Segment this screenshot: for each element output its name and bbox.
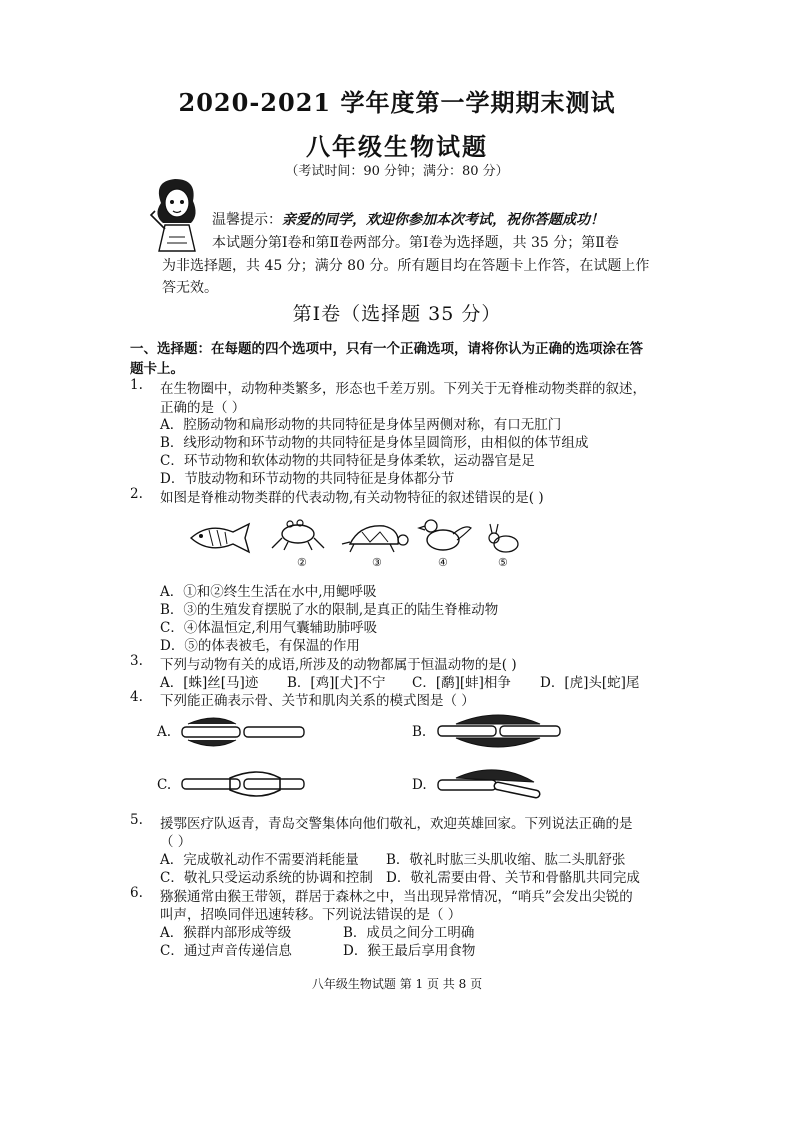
q5-option-d: D．敬礼需要由骨、关节和骨骼肌共同完成 (386, 870, 640, 886)
bird-icon (413, 514, 473, 554)
q6-option-b: B．成员之间分工明确 (343, 925, 475, 941)
q4-label-d: D. (412, 777, 427, 793)
q5-option-c: C．敬礼只受运动系统的协调和控制 (160, 870, 373, 886)
exam-subject-title: 八年级生物试题 (306, 132, 488, 161)
q4-label-c: C. (157, 777, 172, 793)
q2-option-d: D．⑤的体表被毛，有保温的作用 (160, 638, 360, 654)
q1-number: 1. (130, 377, 143, 393)
reminder-text: 亲爱的同学，欢迎你参加本次考试，祝你答题成功！ (282, 212, 604, 228)
instruction-line-1: 本试题分第Ⅰ卷和第Ⅱ卷两部分。第Ⅰ卷为选择题，共 35 分；第Ⅱ卷 (212, 235, 619, 251)
q3-stem: 下列与动物有关的成语,所涉及的动物都属于恒温动物的是( ) (160, 657, 517, 673)
q3-option-d: D．[虎]头[蛇]尾 (540, 675, 640, 691)
exam-title: 2020-2021 学年度第一学期期末测试 (178, 88, 616, 117)
q3-option-c: C．[鹬][蚌]相争 (412, 675, 511, 691)
section-title: 第Ⅰ卷（选择题 35 分） (292, 303, 502, 325)
q2-stem: 如图是脊椎动物类群的代表动物,有关动物特征的叙述错误的是( ) (160, 490, 544, 506)
animal-label-5: ⑤ (498, 556, 508, 569)
reminder-line (212, 209, 604, 229)
instruction-line-3: 答无效。 (162, 280, 218, 296)
q6-stem-line-2: 叫声，招唤同伴迅速转移。下列说法错误的是（ ） (160, 907, 462, 923)
cartoon-girl-icon (145, 175, 207, 253)
q5-option-b: B．敬礼时肱三头肌收缩、肱二头肌舒张 (386, 852, 626, 868)
q3-number: 3. (130, 653, 143, 669)
q1-option-c: C．环节动物和软体动物的共同特征是身体柔软，运动器官是足 (160, 453, 535, 469)
q2-number: 2. (130, 486, 143, 502)
bone-muscle-diagram-d (436, 760, 562, 806)
q5-number: 5. (130, 812, 143, 828)
animal-label-3: ③ (372, 556, 382, 569)
q4-label-a: A. (157, 724, 172, 740)
q3-option-a: A．[蛛]丝[马]迹 (160, 675, 259, 691)
q1-stem-line-1: 在生物圈中，动物种类繁多，形态也千差万别。下列关于无脊椎动物类群的叙述， (160, 381, 646, 397)
bone-muscle-diagram-a (180, 712, 306, 752)
q6-option-c: C．通过声音传递信息 (160, 943, 292, 959)
q1-option-b: B．线形动物和环节动物的共同特征是身体呈圆筒形，由相似的体节组成 (160, 435, 589, 451)
q5-stem-line-2: （ ） (160, 834, 192, 850)
fish-icon (185, 520, 257, 556)
animal-label-4: ④ (438, 556, 448, 569)
q6-option-a: A．猴群内部形成等级 (160, 925, 292, 941)
animal-label-2: ② (297, 556, 307, 569)
bone-muscle-diagram-c (180, 764, 306, 804)
part-intro-line-2: 题卡上。 (130, 361, 184, 377)
q5-option-a: A．完成敬礼动作不需要消耗能量 (160, 852, 359, 868)
q2-option-b: B．③的生殖发育摆脱了水的限制,是真正的陆生脊椎动物 (160, 602, 499, 618)
q6-number: 6. (130, 885, 143, 901)
rabbit-icon (484, 522, 524, 556)
bone-muscle-diagram-b (436, 708, 562, 754)
instruction-line-2: 为非选择题，共 45 分；满分 80 分。所有题目均在答题卡上作答，在试题上作 (162, 258, 650, 274)
reminder-label: 温馨提示： (212, 212, 282, 228)
turtle-icon (340, 520, 410, 556)
q6-option-d: D．猴王最后享用食物 (343, 943, 476, 959)
q4-number: 4. (130, 689, 143, 705)
q4-label-b: B. (412, 724, 427, 740)
q5-stem-line-1: 援鄂医疗队返青，青岛交警集体向他们敬礼，欢迎英雄回家。下列说法正确的是 (160, 816, 633, 832)
q1-option-d: D．节肢动物和环节动物的共同特征是身体都分节 (160, 471, 455, 487)
part-intro-line-1: 一、选择题：在每题的四个选项中，只有一个正确选项，请将你认为正确的选项涂在答 (130, 341, 643, 357)
q1-option-a: A．腔肠动物和扁形动物的共同特征是身体呈两侧对称，有口无肛门 (160, 417, 562, 433)
q4-stem: 下列能正确表示骨、关节和肌肉关系的模式图是（ ） (160, 693, 475, 709)
q3-option-b: B．[鸡][犬]不宁 (287, 675, 386, 691)
page-footer: 八年级生物试题 第 1 页 共 8 页 (311, 977, 483, 991)
q2-option-c: C．④体温恒定,利用气囊辅助肺呼吸 (160, 620, 378, 636)
frog-icon (268, 516, 328, 552)
q1-stem-line-2: 正确的是（ ） (160, 400, 246, 416)
q2-option-a: A．①和②终生生活在水中,用鳃呼吸 (160, 584, 377, 600)
exam-info: （考试时间：90 分钟；满分：80 分） (285, 164, 509, 179)
q6-stem-line-1: 猕猴通常由猴王带领，群居于森林之中，当出现异常情况，“哨兵”会发出尖锐的 (160, 889, 633, 905)
